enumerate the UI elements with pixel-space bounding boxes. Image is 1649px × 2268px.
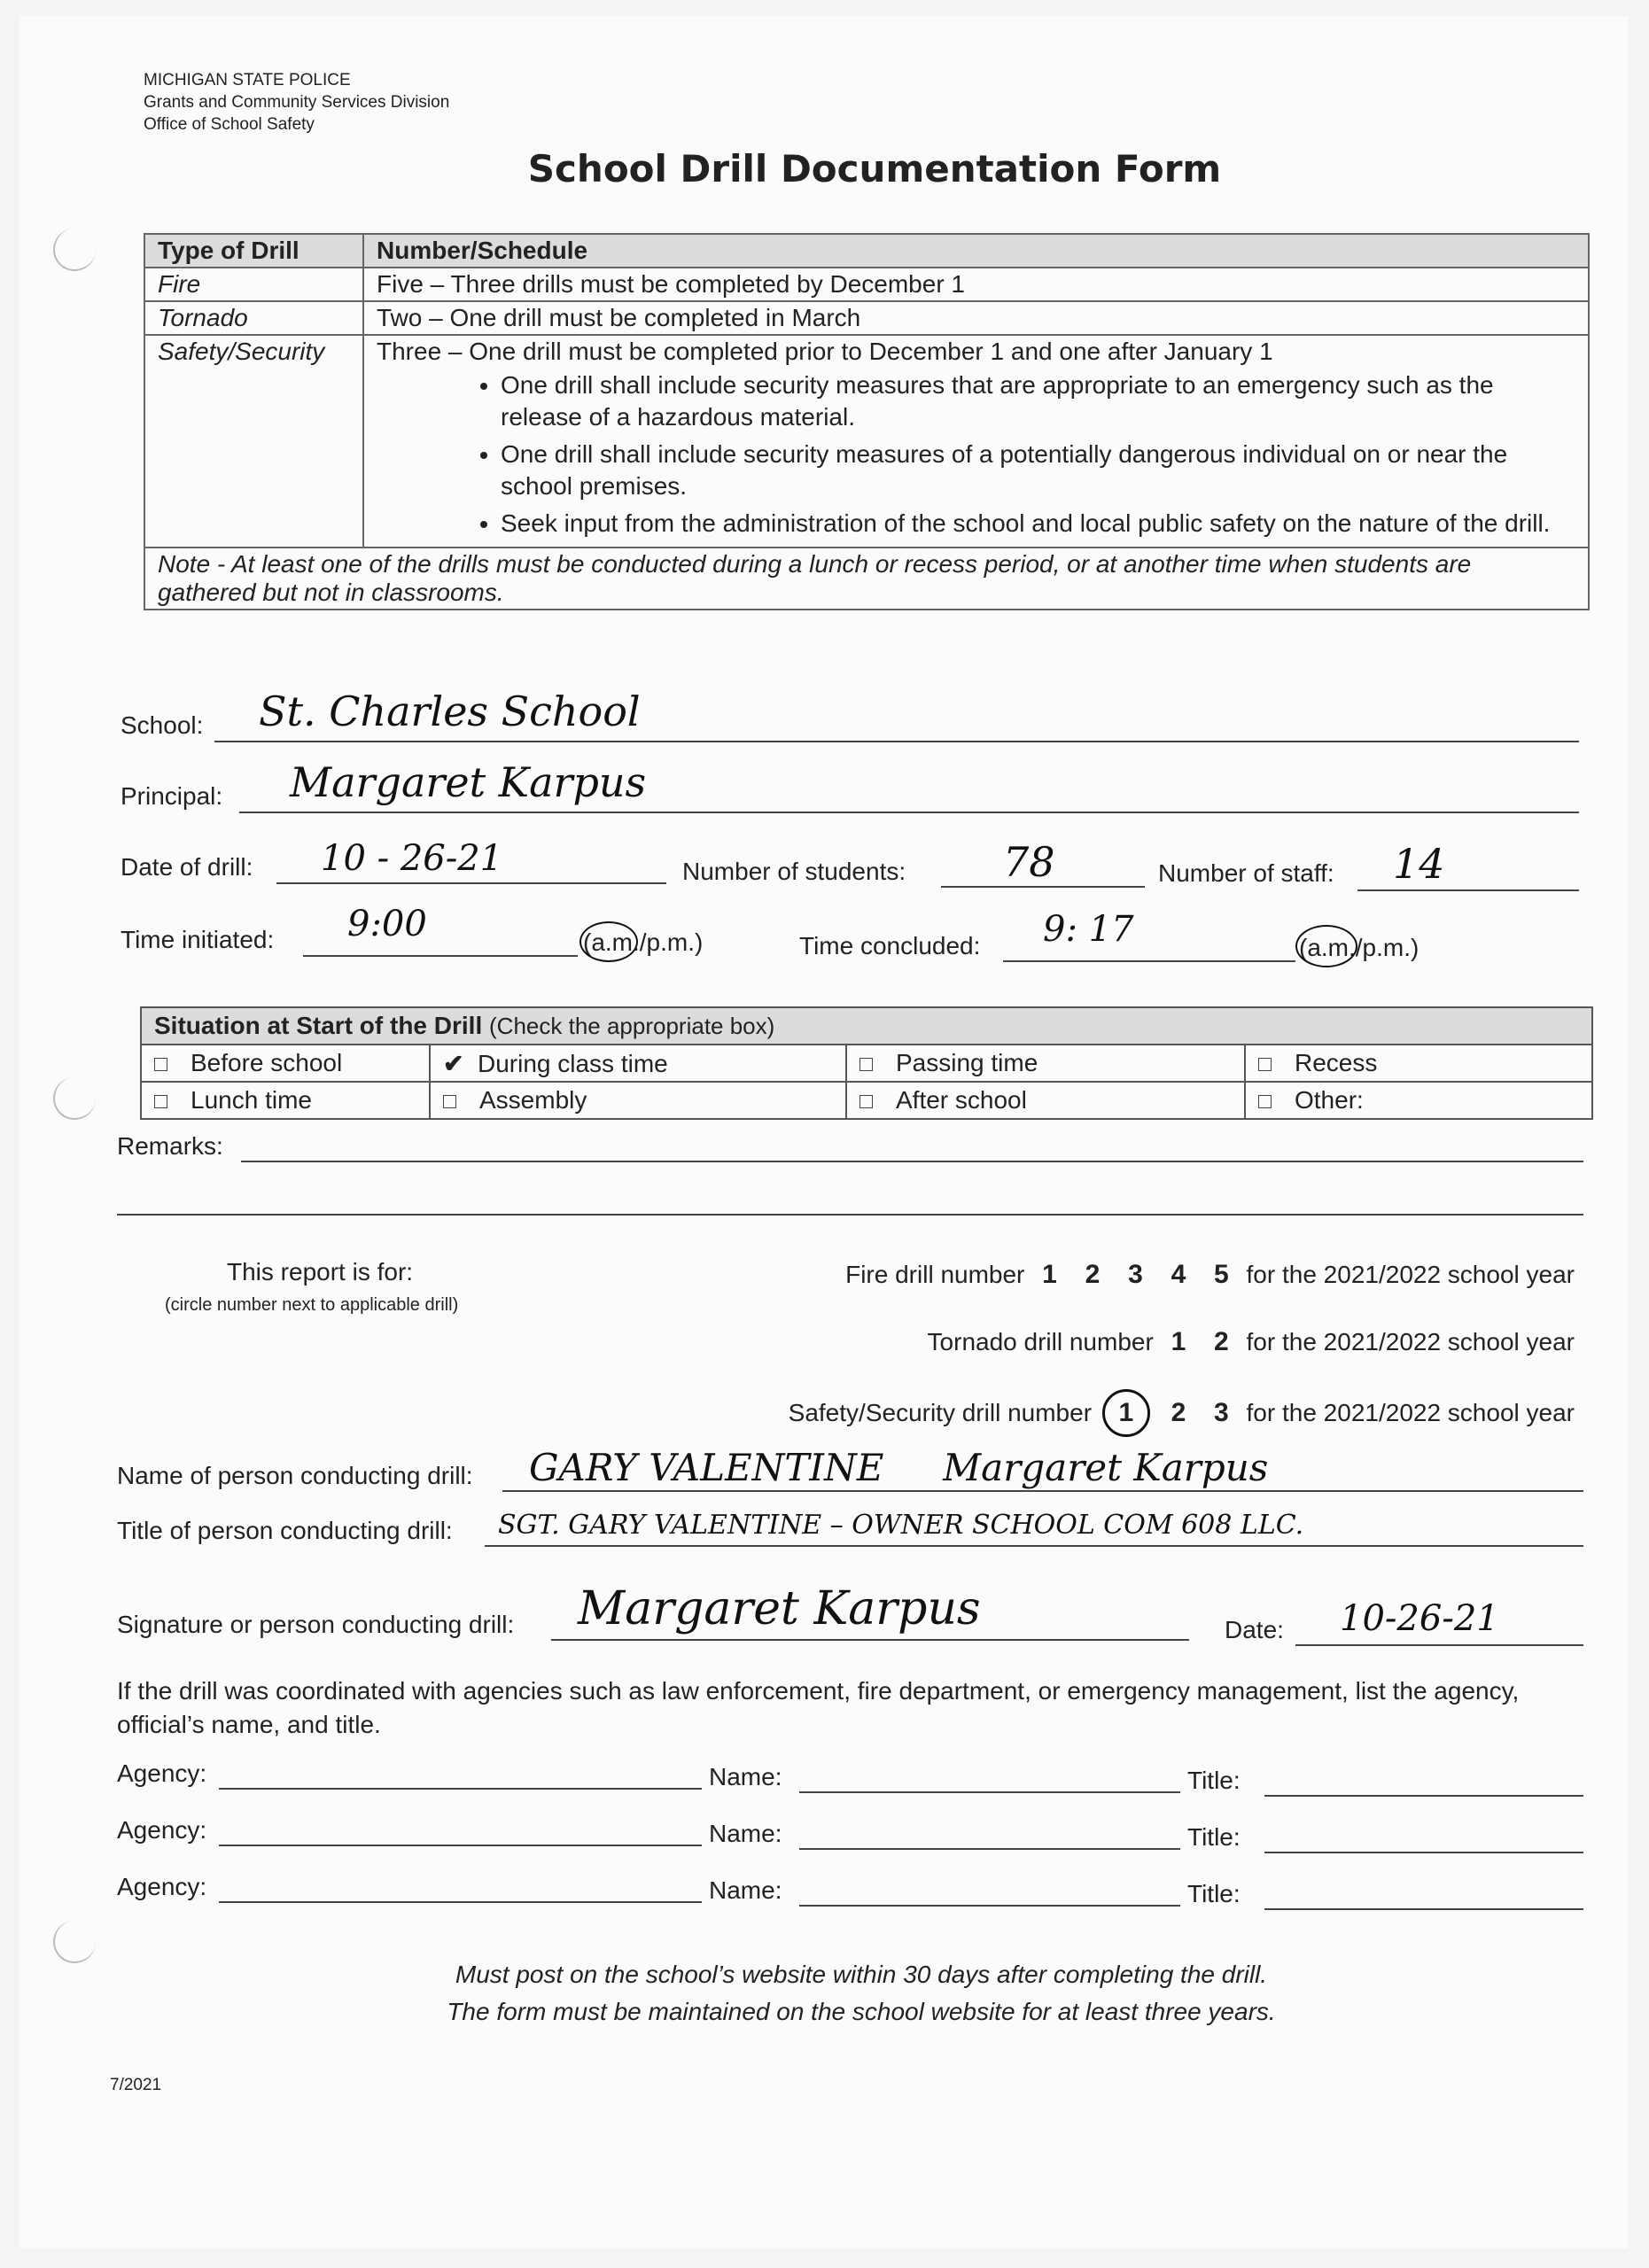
time-concluded-label: Time concluded: xyxy=(799,932,981,959)
school-label: School: xyxy=(121,711,204,739)
drill-schedule-safety xyxy=(363,335,1589,548)
title-field[interactable] xyxy=(1264,1908,1583,1910)
conductor-name-value: GARY VALENTINE Margaret Karpus xyxy=(529,1446,1269,1489)
option-recess[interactable] xyxy=(1245,1045,1592,1082)
remarks-label: Remarks: xyxy=(117,1132,223,1160)
school-value: St. Charles School xyxy=(259,687,641,735)
students-value: 78 xyxy=(1003,838,1055,886)
footer-notice xyxy=(19,1956,1649,2031)
safety-num[interactable]: 3 xyxy=(1214,1398,1229,1427)
tornado-drill-label: Tornado drill number xyxy=(927,1328,1154,1355)
fire-drill-row xyxy=(845,1260,1575,1290)
punch-hole-top xyxy=(53,229,96,271)
drill-schedule: Two – One drill must be completed in March xyxy=(363,301,1589,335)
option-other[interactable] xyxy=(1245,1082,1592,1119)
signature-date-value: 10-26-21 xyxy=(1340,1598,1499,1639)
students-field[interactable] xyxy=(941,886,1145,888)
drill-schedule-table xyxy=(144,233,1590,610)
date-of-drill-label: Date of drill: xyxy=(121,853,253,881)
agency-label: Agency: xyxy=(117,1873,207,1900)
situation-title: Situation at Start of the Drill xyxy=(154,1012,483,1039)
ampm-concluded: (a.m./p.m.) xyxy=(1299,934,1420,961)
tornado-num[interactable]: 1 xyxy=(1171,1327,1186,1356)
requirements-list xyxy=(377,369,1575,540)
checkbox[interactable] xyxy=(860,1058,873,1071)
school-year-text: for the 2021/2022 school year xyxy=(1246,1328,1575,1355)
option-label: Passing time xyxy=(896,1049,1038,1076)
safety-drill-row xyxy=(789,1389,1575,1437)
name-label: Name: xyxy=(709,1820,782,1847)
students-label: Number of students: xyxy=(682,858,906,885)
option-assembly[interactable] xyxy=(430,1082,846,1119)
conductor-name-field[interactable] xyxy=(502,1490,1583,1492)
drill-type: Tornado xyxy=(144,301,363,335)
list-item: • Seek input from the administration of the school and local public safety on the nature of the drill. xyxy=(501,508,1575,540)
time-concluded-field[interactable] xyxy=(1003,960,1295,962)
checkbox[interactable] xyxy=(1258,1058,1272,1071)
table-row xyxy=(144,301,1589,335)
title-field[interactable] xyxy=(1264,1795,1583,1797)
footer-line: Must post on the school’s website within 30 days after completing the drill. xyxy=(455,1961,1268,1988)
conductor-title-value: SGT. GARY VALENTINE – OWNER SCHOOL COM 608 LLC. xyxy=(498,1510,1304,1541)
agency-label: Agency: xyxy=(117,1816,207,1844)
am-circle-initiated xyxy=(579,921,638,962)
table-row xyxy=(144,335,1589,548)
option-label: Before school xyxy=(191,1049,343,1076)
situation-header xyxy=(141,1007,1592,1045)
checkbox[interactable] xyxy=(154,1058,167,1071)
list-item: • One drill shall include security measures of a potentially dangerous individual on or near the school premises. xyxy=(501,439,1575,502)
form-version: 7/2021 xyxy=(110,2076,162,2094)
school-year-text: for the 2021/2022 school year xyxy=(1246,1261,1575,1288)
time-concluded-value: 9: 17 xyxy=(1043,909,1134,950)
situation-table xyxy=(140,1006,1593,1120)
staff-field[interactable] xyxy=(1357,889,1579,891)
time-initiated-label: Time initiated: xyxy=(121,926,275,953)
safety-num-circled[interactable]: 1 xyxy=(1102,1389,1150,1437)
title-label: Title: xyxy=(1187,1880,1241,1907)
agency-header xyxy=(144,69,449,136)
am-circle-concluded xyxy=(1295,925,1357,967)
date-of-drill-field[interactable] xyxy=(276,882,666,884)
fire-num[interactable]: 5 xyxy=(1214,1260,1229,1289)
table-row xyxy=(141,1045,1592,1082)
option-after-school[interactable] xyxy=(846,1082,1245,1119)
checkbox[interactable] xyxy=(443,1095,456,1108)
conductor-title-label: Title of person conducting drill: xyxy=(117,1517,453,1544)
col-header-schedule: Number/Schedule xyxy=(363,234,1589,268)
time-initiated-value: 9:00 xyxy=(347,904,427,944)
fire-num[interactable]: 1 xyxy=(1042,1260,1057,1289)
option-label: Other: xyxy=(1295,1086,1364,1114)
agency-line: Office of School Safety xyxy=(144,115,315,134)
punch-hole-middle xyxy=(53,1077,96,1120)
option-before-school[interactable] xyxy=(141,1045,430,1082)
conductor-title-field[interactable] xyxy=(485,1545,1583,1547)
name-field[interactable] xyxy=(799,1791,1180,1793)
name-field[interactable] xyxy=(799,1848,1180,1850)
conductor-name-label: Name of person conducting drill: xyxy=(117,1462,473,1489)
principal-field[interactable] xyxy=(239,812,1579,813)
drill-note: Note - At least one of the drills must be conducted during a lunch or recess period, or at another time when students are gathered but not in classrooms. xyxy=(144,548,1589,610)
agency-line: MICHIGAN STATE POLICE xyxy=(144,71,351,89)
school-field[interactable] xyxy=(214,741,1579,742)
situation-hint: (Check the appropriate box) xyxy=(489,1013,775,1039)
fire-num[interactable]: 2 xyxy=(1085,1260,1101,1289)
school-year-text: for the 2021/2022 school year xyxy=(1246,1399,1575,1426)
option-passing-time[interactable] xyxy=(846,1045,1245,1082)
option-label: Recess xyxy=(1295,1049,1378,1076)
checkbox[interactable] xyxy=(154,1095,167,1108)
remarks-field[interactable] xyxy=(241,1161,1583,1162)
time-initiated-field[interactable] xyxy=(303,955,578,957)
fire-num[interactable]: 4 xyxy=(1171,1260,1186,1289)
date-of-drill-value: 10 - 26-21 xyxy=(321,838,503,879)
option-label: After school xyxy=(896,1086,1027,1114)
staff-value: 14 xyxy=(1393,840,1445,888)
ampm-initiated: (a.m./p.m.) xyxy=(583,928,704,956)
signature-label: Signature or person conducting drill: xyxy=(117,1611,515,1638)
fire-num[interactable]: 3 xyxy=(1128,1260,1143,1289)
principal-label: Principal: xyxy=(121,782,223,810)
drill-type: Safety/Security xyxy=(144,335,363,548)
table-row xyxy=(144,268,1589,301)
tornado-drill-row xyxy=(928,1327,1575,1357)
option-label: Lunch time xyxy=(191,1086,312,1114)
agency-label: Agency: xyxy=(117,1759,207,1787)
staff-label: Number of staff: xyxy=(1158,859,1334,887)
agency-line: Grants and Community Services Division xyxy=(144,93,450,112)
report-label: This report is for: xyxy=(227,1258,414,1285)
col-header-type: Type of Drill xyxy=(144,234,363,268)
agency-field[interactable] xyxy=(219,1901,702,1903)
agency-field[interactable] xyxy=(219,1788,702,1790)
tornado-num[interactable]: 2 xyxy=(1214,1327,1229,1356)
safety-drill-label: Safety/Security drill number xyxy=(788,1399,1093,1426)
drill-schedule: Five – Three drills must be completed by December 1 xyxy=(363,268,1589,301)
form-title: School Drill Documentation Form xyxy=(527,147,1222,190)
title-field[interactable] xyxy=(1264,1852,1583,1853)
name-label: Name: xyxy=(709,1876,782,1904)
signature-field[interactable] xyxy=(551,1639,1189,1641)
drill-schedule: Three – One drill must be completed prior to December 1 and one after January 1 xyxy=(377,338,1273,365)
drill-type: Fire xyxy=(144,268,363,301)
title-label: Title: xyxy=(1187,1823,1241,1851)
checkbox[interactable] xyxy=(860,1095,873,1108)
safety-num[interactable]: 2 xyxy=(1171,1398,1186,1427)
list-item: • One drill shall include security measures that are appropriate to an emergency such as the release of a hazardous material. xyxy=(501,369,1575,433)
agency-field[interactable] xyxy=(219,1845,702,1846)
name-label: Name: xyxy=(709,1763,782,1790)
option-during-class[interactable] xyxy=(430,1045,846,1082)
name-field[interactable] xyxy=(799,1905,1180,1907)
footer-line: The form must be maintained on the school website for at least three years. xyxy=(447,1998,1276,2025)
option-label: During class time xyxy=(478,1049,668,1077)
option-lunch-time[interactable] xyxy=(141,1082,430,1119)
principal-value: Margaret Karpus xyxy=(290,758,647,806)
table-row xyxy=(144,548,1589,610)
title-label: Title: xyxy=(1187,1767,1241,1794)
report-sublabel: (circle number next to applicable drill) xyxy=(165,1295,459,1315)
remarks-field-line2[interactable] xyxy=(117,1214,1583,1216)
check-icon[interactable]: ✔ xyxy=(443,1049,464,1077)
coordination-text: If the drill was coordinated with agencies such as law enforcement, fire department, or emergency management, list the agency, official’s name, and title. xyxy=(117,1677,1520,1738)
option-label: Assembly xyxy=(479,1086,587,1114)
signature-date-label: Date: xyxy=(1225,1616,1284,1643)
signature-value: Margaret Karpus xyxy=(578,1582,981,1635)
signature-date-field[interactable] xyxy=(1295,1644,1583,1646)
form-page xyxy=(19,16,1628,2249)
fire-drill-label: Fire drill number xyxy=(845,1261,1025,1288)
table-row xyxy=(141,1082,1592,1119)
checkbox[interactable] xyxy=(1258,1095,1272,1108)
